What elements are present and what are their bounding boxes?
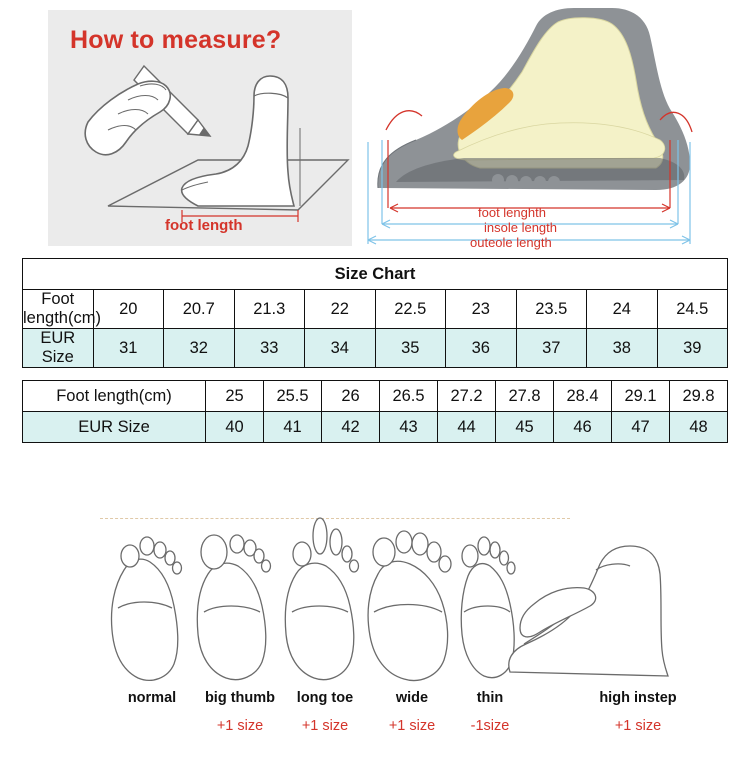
cell-eur-size: 35 — [375, 329, 446, 368]
footprint-wide — [368, 531, 451, 680]
cell-foot-length: 21.3 — [234, 290, 305, 329]
table-row — [23, 412, 728, 443]
foot-type-label-wide: wide — [395, 690, 429, 706]
label-foot-length: foot lenghth — [478, 205, 546, 220]
how-to-measure-section — [0, 0, 750, 254]
cell-foot-length: 23.5 — [516, 290, 587, 329]
cell-eur-size: 38 — [587, 329, 658, 368]
cell-foot-length: 25 — [206, 381, 264, 412]
table-row — [23, 290, 728, 329]
foot-type-adjust-wide: +1 size — [388, 718, 436, 734]
cell-eur-size: 32 — [164, 329, 235, 368]
cell-eur-size: 34 — [305, 329, 376, 368]
foot-type-adjust-high-instep: +1 size — [614, 718, 662, 734]
cell-eur-size: 33 — [234, 329, 305, 368]
table-title-row — [23, 259, 728, 290]
cell-foot-length: 23 — [446, 290, 517, 329]
foot-length-caption: foot length — [165, 217, 243, 234]
cell-eur-size: 40 — [206, 412, 264, 443]
cell-eur-size: 36 — [446, 329, 517, 368]
cell-eur-size: 39 — [657, 329, 728, 368]
label-outsole-length: outeole length — [470, 235, 552, 250]
cell-eur-size: 43 — [380, 412, 438, 443]
cell-foot-length: 22 — [305, 290, 376, 329]
footprint-long-toe — [285, 518, 358, 680]
label-insole-length: insole length — [484, 220, 557, 235]
cell-foot-length: 27.8 — [496, 381, 554, 412]
cell-foot-length: 29.8 — [670, 381, 728, 412]
size-chart-table-block-2 — [22, 380, 728, 443]
size-chart-table-block-1 — [22, 258, 728, 380]
foot-type-adjust-thin: -1size — [470, 718, 510, 734]
foot-type-label-long-toe: long toe — [296, 690, 354, 706]
cell-foot-length: 20.7 — [164, 290, 235, 329]
foot-type-adjust-long-toe: +1 size — [301, 718, 349, 734]
footprint-thin — [461, 537, 515, 678]
cell-foot-length: 24.5 — [657, 290, 728, 329]
cell-foot-length: 24 — [587, 290, 658, 329]
foot-type-label-thin: thin — [476, 690, 504, 706]
foot-types-section — [0, 498, 750, 766]
row-header-foot-length: Foot length(cm) — [23, 381, 206, 412]
row-header-foot-length: Foot length(cm) — [23, 290, 101, 327]
cell-eur-size: 48 — [670, 412, 728, 443]
size-chart-title: Size Chart — [23, 259, 728, 290]
cell-foot-length: 26.5 — [380, 381, 438, 412]
cell-foot-length: 22.5 — [375, 290, 446, 329]
cell-foot-length: 20 — [93, 290, 164, 329]
foot-type-label-high-instep: high instep — [599, 690, 677, 706]
table-row — [23, 329, 728, 368]
cell-eur-size: 42 — [322, 412, 380, 443]
footprint-high-instep — [509, 546, 668, 676]
cell-eur-size: 37 — [516, 329, 587, 368]
row-header-eur-size: EUR Size — [23, 412, 206, 443]
cell-foot-length: 28.4 — [554, 381, 612, 412]
foot-type-label-big-thumb: big thumb — [204, 690, 276, 706]
size-chart-section — [22, 258, 728, 443]
cell-eur-size: 44 — [438, 412, 496, 443]
cell-eur-size: 41 — [264, 412, 322, 443]
measure-title: How to measure? — [70, 26, 282, 54]
cell-eur-size: 46 — [554, 412, 612, 443]
cell-foot-length: 29.1 — [612, 381, 670, 412]
row-header-eur-size: EUR Size — [23, 329, 94, 368]
cell-eur-size: 47 — [612, 412, 670, 443]
cell-foot-length: 27.2 — [438, 381, 496, 412]
foot-types-illustration-svg — [0, 508, 750, 708]
table-spacer-row — [23, 368, 728, 381]
cell-eur-size: 31 — [93, 329, 164, 368]
cell-foot-length: 25.5 — [264, 381, 322, 412]
footprint-big-thumb — [197, 535, 270, 680]
cell-foot-length: 26 — [322, 381, 380, 412]
table-row — [23, 381, 728, 412]
foot-type-label-normal: normal — [127, 690, 177, 706]
footprint-normal — [112, 537, 182, 680]
foot-type-adjust-big-thumb: +1 size — [216, 718, 264, 734]
cell-eur-size: 45 — [496, 412, 554, 443]
